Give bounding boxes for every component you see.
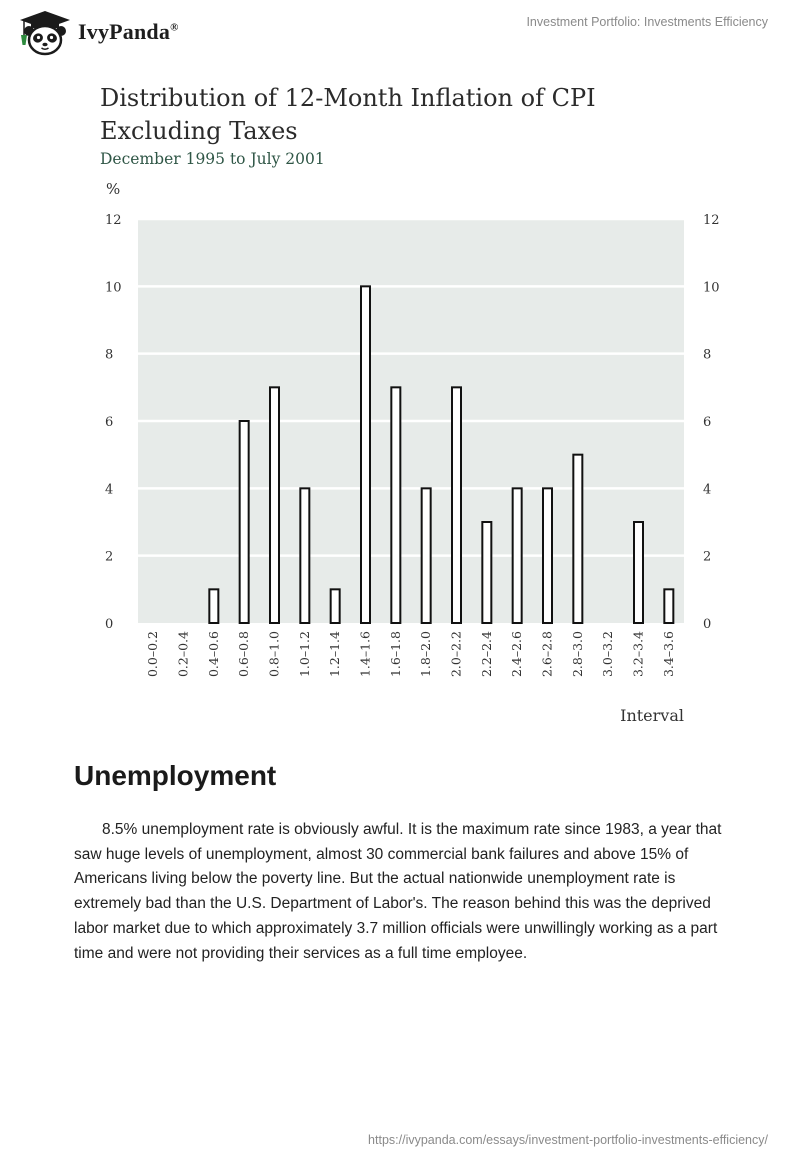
chart-subtitle: December 1995 to July 2001 [100, 150, 325, 168]
x-tick-label: 2.0–2.2 [448, 631, 464, 678]
y-tick-label-left: 2 [105, 549, 114, 565]
y-tick-label-right: 10 [703, 280, 720, 296]
page-header [0, 0, 800, 60]
x-tick-label: 0.8–1.0 [266, 631, 282, 678]
x-axis-title: Interval [620, 706, 684, 725]
x-tick-label: 3.0–3.2 [600, 631, 616, 678]
bar [482, 522, 491, 623]
bar [452, 387, 461, 623]
x-tick-label: 0.6–0.8 [236, 631, 252, 678]
trademark-symbol: ® [170, 21, 179, 34]
y-tick-label-left: 6 [105, 415, 114, 430]
x-tick-label: 3.2–3.4 [630, 631, 646, 678]
x-tick-label: 0.2–0.4 [175, 631, 191, 678]
section-heading: Unemployment [74, 760, 277, 791]
bar [422, 488, 431, 623]
chart-title [100, 82, 596, 148]
y-tick-label-left: 12 [105, 213, 122, 228]
bar [209, 589, 218, 623]
bar [270, 387, 279, 623]
y-tick-label-right: 4 [703, 482, 712, 498]
x-tick-label: 1.0–1.2 [296, 631, 312, 678]
brand-name[interactable] [78, 19, 179, 45]
bar [391, 387, 400, 623]
x-tick-label: 2.4–2.6 [509, 631, 525, 678]
bar [573, 455, 582, 623]
footer-url[interactable]: https://ivypanda.com/essays/investment-portfolio-investments-efficiency/ [368, 1133, 768, 1147]
x-tick-label: 0.4–0.6 [205, 631, 221, 678]
bar [543, 488, 552, 623]
chart-figure [95, 78, 720, 738]
x-tick-label: 1.6–1.8 [387, 631, 403, 678]
y-tick-label-right: 8 [703, 347, 712, 363]
x-tick-label: 1.2–1.4 [327, 631, 343, 678]
y-tick-label-left: 10 [105, 280, 122, 296]
y-tick-label-right: 6 [703, 415, 712, 430]
y-tick-label-right: 2 [703, 549, 712, 565]
x-tick-label: 0.0–0.2 [145, 631, 161, 678]
y-axis-unit: % [106, 180, 121, 198]
x-tick-label: 1.8–2.0 [418, 631, 434, 678]
inflation-distribution-chart [95, 78, 720, 738]
y-tick-label-left: 8 [105, 347, 114, 363]
x-tick-label: 2.6–2.8 [539, 631, 555, 678]
y-tick-label-left: 0 [105, 617, 114, 632]
chart-title-line-2: Excluding Taxes [100, 117, 298, 145]
bar [240, 421, 249, 623]
brand-text[interactable]: IvyPanda [78, 19, 171, 44]
y-tick-label-right: 0 [703, 617, 712, 632]
bar [513, 488, 522, 623]
x-tick-label: 3.4–3.6 [660, 631, 676, 678]
y-tick-label-right: 12 [703, 213, 720, 228]
bar [331, 589, 340, 623]
x-tick-label: 1.4–1.6 [357, 631, 373, 678]
document-title: Investment Portfolio: Investments Efficiency [526, 15, 768, 29]
chart-title-line-1: Distribution of 12-Month Inflation of CPI [100, 84, 596, 112]
bar [634, 522, 643, 623]
panda-logo-icon[interactable] [16, 9, 74, 57]
x-tick-label: 2.8–3.0 [569, 631, 585, 678]
body-paragraph: 8.5% unemployment rate is obviously awful. It is the maximum rate since 1983, a year that saw huge levels of unemployment, almost 30 commercial bank failures and above 15% of Americans living below the poverty line. But the actual nationwide unemployment rate is extremely bad than the U.S. Department of Labor's. The reason behind this was the deprived labor market due to which approximately 3.7 million officials were unwillingly working as a part time and were not providing their services as a full time employee. [74, 821, 722, 962]
bar [300, 488, 309, 623]
x-tick-label: 2.2–2.4 [478, 631, 494, 678]
y-tick-label-left: 4 [105, 482, 114, 498]
bar [664, 589, 673, 623]
bar [361, 286, 370, 623]
